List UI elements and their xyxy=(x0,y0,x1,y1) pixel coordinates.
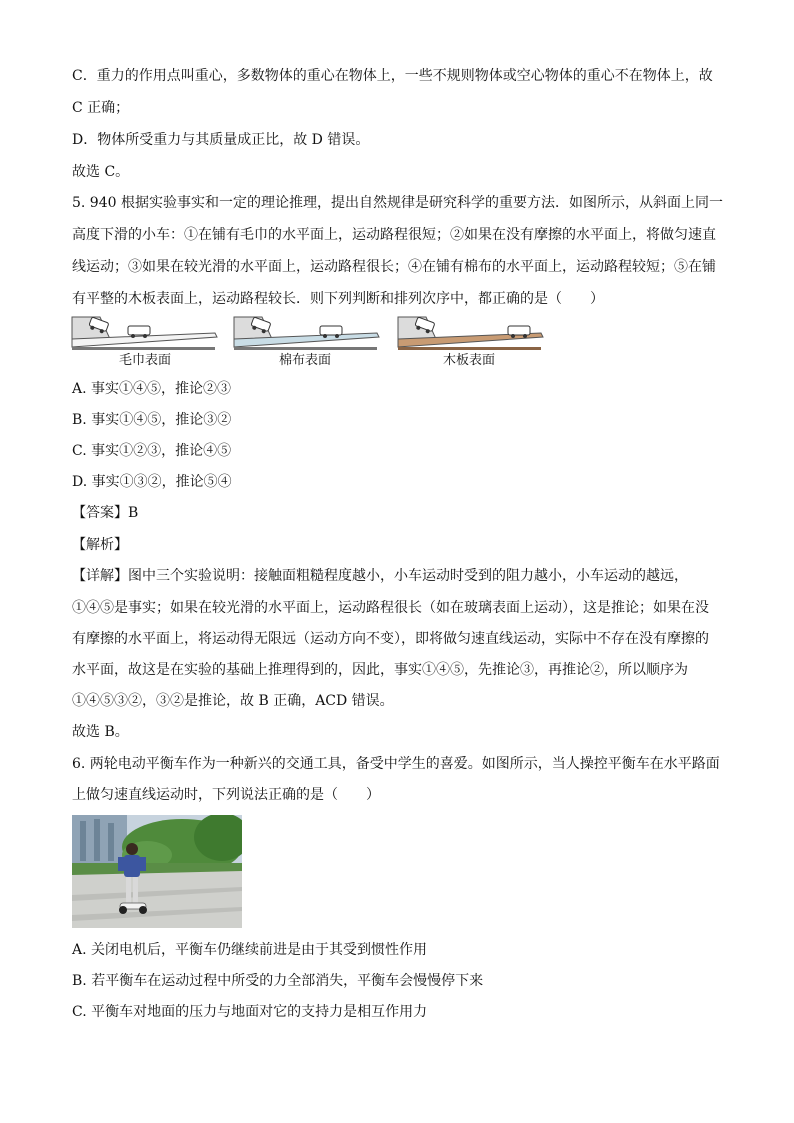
text-line: D．物体所受重力与其质量成正比，故 D 错误。 xyxy=(72,132,370,148)
question-5-stem: 5. 940 根据实验事实和一定的理论推理，提出自然规律是研究科学的重要方法．如图所示，从斜面上同一 xyxy=(72,195,723,211)
text-line: 故选 B。 xyxy=(72,724,129,740)
option-b: B. 事实①④⑤，推论③② xyxy=(72,412,232,428)
answer-label: 【答案】B xyxy=(72,505,139,521)
explanation-line: 有摩擦的水平面上，将运动得无限远（运动方向不变），即将做匀速直线运动，实际中不存在没有摩擦的 xyxy=(72,631,709,647)
text-line: 高度下滑的小车：①在铺有毛巾的水平面上，运动路程很短；②如果在没有摩擦的水平面上，将做匀速直 xyxy=(72,227,716,243)
explanation-line: 水平面，故这是在实验的基础上推理得到的，因此，事实①④⑤，先推论③，再推论②，所以顺序为 xyxy=(72,662,688,678)
text-line: 有平整的木板表面上，运动路程较长．则下列判断和排列次序中，都正确的是（ ） xyxy=(72,291,604,307)
option-a: A. 事实①④⑤，推论②③ xyxy=(72,381,232,397)
option-c: C. 平衡车对地面的压力与地面对它的支持力是相互作用力 xyxy=(72,1004,428,1020)
towel-surface-setup xyxy=(72,317,217,350)
text-line: 故选 C。 xyxy=(72,164,130,180)
text-line: C．重力的作用点叫重心，多数物体的重心在物体上，一些不规则物体或空心物体的重心不在物体上，故 xyxy=(72,68,713,84)
explanation-line: 【详解】图中三个实验说明：接触面粗糙程度越小，小车运动时受到的阻力越小，小车运动的越远， xyxy=(72,568,688,584)
option-a: A. 关闭电机后，平衡车仍继续前进是由于其受到惯性作用 xyxy=(72,942,428,958)
caption-cotton: 棉布表面 xyxy=(279,353,332,368)
text-line: 线运动；③如果在较光滑的水平面上，运动路程很长；④在铺有棉布的水平面上，运动路程较短；⑤在铺 xyxy=(72,259,716,275)
text-line: 上做匀速直线运动时，下列说法正确的是（ ） xyxy=(72,787,380,803)
explanation-line: ①④⑤③②，③②是推论，故 B 正确，ACD 错误。 xyxy=(72,693,394,709)
caption-wood: 木板表面 xyxy=(443,353,496,368)
caption-towel: 毛巾表面 xyxy=(119,353,172,368)
question-6-stem: 6. 两轮电动平衡车作为一种新兴的交通工具，备受中学生的喜爱。如图所示，当人操控平衡车在水平路面 xyxy=(72,756,720,772)
balance-scooter-photo xyxy=(72,815,242,928)
cotton-surface-setup xyxy=(234,317,379,350)
text-line: C 正确； xyxy=(72,100,130,116)
analysis-label: 【解析】 xyxy=(72,537,128,553)
option-c: C. 事实①②③，推论④⑤ xyxy=(72,443,232,459)
explanation-line: ①④⑤是事实；如果在较光滑的水平面上，运动路程很长（如在玻璃表面上运动），这是推论；如果在没 xyxy=(72,600,709,616)
option-d: D. 事实①③②，推论⑤④ xyxy=(72,474,232,490)
option-b: B. 若平衡车在运动过程中所受的力全部消失，平衡车会慢慢停下来 xyxy=(72,973,484,989)
wood-surface-setup xyxy=(398,317,543,350)
